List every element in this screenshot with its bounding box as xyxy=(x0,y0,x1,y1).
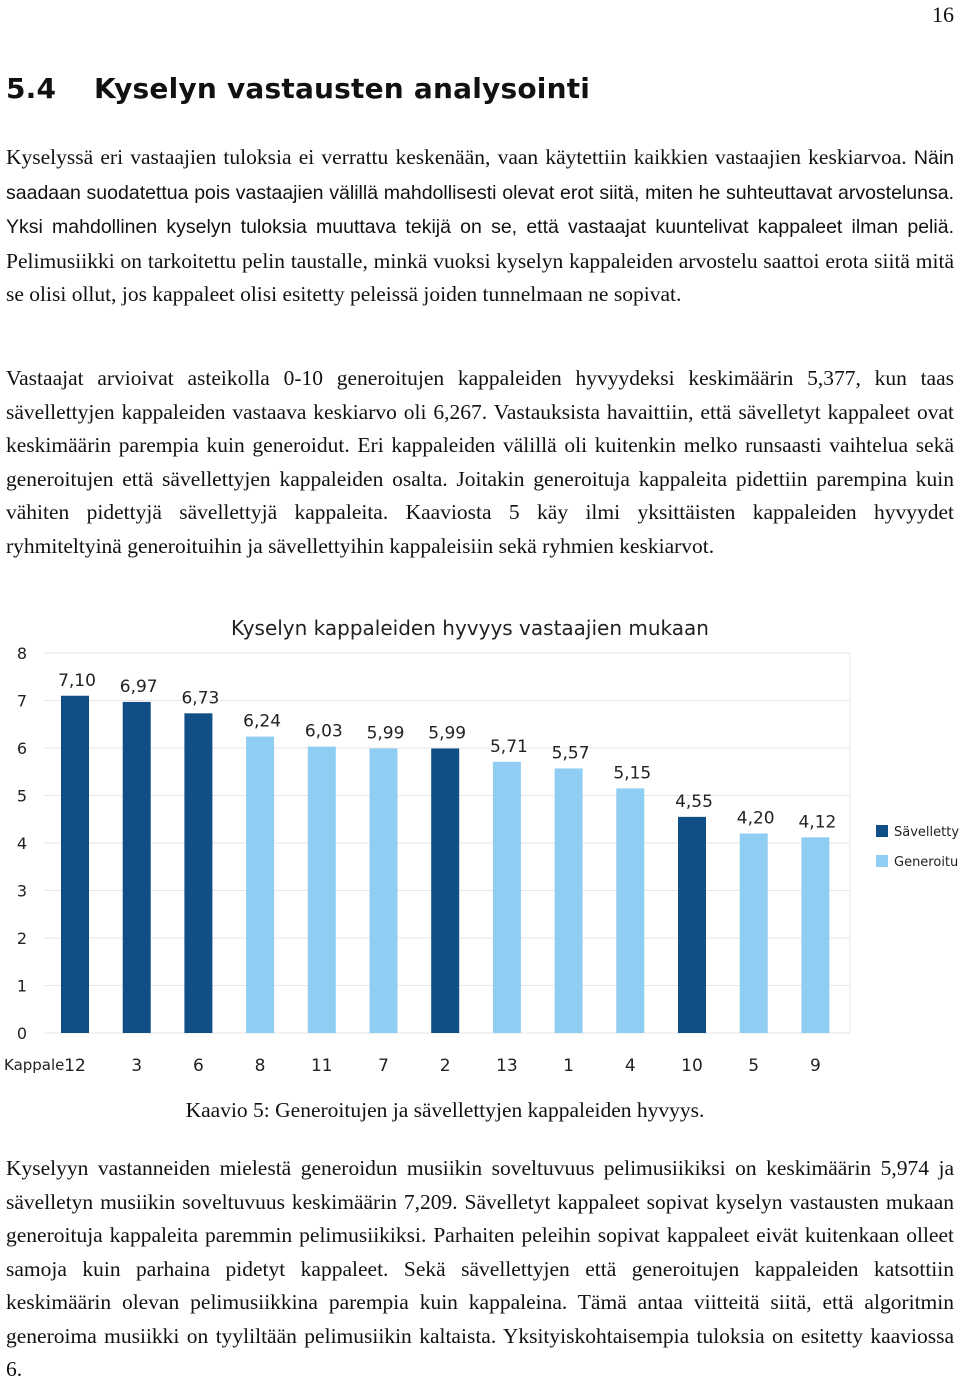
y-tick-label: 6 xyxy=(16,739,28,758)
section-heading xyxy=(6,72,590,105)
bar-chart xyxy=(0,605,960,1095)
bar-value-label: 4,55 xyxy=(675,791,713,812)
x-tick-label: 2 xyxy=(439,1056,451,1076)
bar-kappale-13 xyxy=(493,762,521,1033)
x-tick-label: 9 xyxy=(809,1056,821,1076)
bar-kappale-12 xyxy=(61,696,89,1033)
bar-kappale-8 xyxy=(246,737,274,1033)
y-tick-label: 7 xyxy=(16,691,28,711)
chart-title: Kyselyn kappaleiden hyvyys vastaajien mukaan xyxy=(231,616,709,640)
chart-bars xyxy=(61,696,829,1033)
y-tick-label: 4 xyxy=(16,834,28,853)
x-axis-label: Kappale xyxy=(4,1056,65,1074)
bar-value-label: 5,99 xyxy=(428,723,467,744)
x-tick-label: 6 xyxy=(192,1056,204,1076)
x-tick-label: 1 xyxy=(563,1056,575,1076)
bar-value-label: 5,57 xyxy=(551,743,590,764)
bar-kappale-10 xyxy=(678,817,706,1033)
bar-value-label: 5,15 xyxy=(613,763,652,784)
bar-value-label: 4,12 xyxy=(798,812,837,833)
bar-kappale-2 xyxy=(431,748,459,1033)
bar-value-label: 6,24 xyxy=(243,711,282,732)
page-number: 16 xyxy=(932,2,954,27)
bar-kappale-4 xyxy=(616,788,644,1033)
legend-swatch xyxy=(876,825,888,837)
x-tick-label: 8 xyxy=(254,1056,266,1076)
chart-x-axis xyxy=(64,1056,821,1076)
bar-value-label: 6,03 xyxy=(304,721,343,742)
paragraph-2: Vastaajat arvioivat asteikolla 0-10 generoitujen kappaleiden hyvyydeksi keskimäärin 5,377, kun taas sävellettyjen kappaleiden vastaava keskiarvo oli 6,267. Vastauksista havaittiin, että sävelletyt kappaleet ovat keskimäärin parempia kuin generoidut. Eri kappaleiden välillä oli kuitenkin melko runsaasti vaihtelua sekä generoitujen että sävellettyjen kappaleiden osalta. Joitakin generoituja kappaleita pidettiin parempina kuin vähiten pidettyjä sävellettyjä kappaleita. Kaaviosta 5 käy ilmi yksittäisten kappaleiden hyvyydet ryhmiteltyinä generoituihin ja sävellettyihin kappaleisiin sekä ryhmien keskiarvot. xyxy=(6,366,954,558)
chart-y-axis xyxy=(17,644,27,1043)
bar-kappale-5 xyxy=(740,834,768,1034)
paragraph-3: Kyselyyn vastanneiden mielestä generoidun musiikin soveltuvuus pelimusiikiksi on keskimäärin 5,974 ja sävelletyn musiikin soveltuvuus keskimäärin 7,209. Sävelletyt kappaleet sopivat kyselyn vastausten mukaan generoituja kappaleita paremmin pelimusiikiksi. Parhaiten peleihin sopivat kappaleet eivät kuitenkaan olleet samoja kuin parhaina pidetyt kappaleet. Sekä sävellettyjen että generoitujen kappaleiden katsottiin keskimäärin olevan pelimusiikkina parempia kuin kappaleina. Tämä antaa viitteitä siitä, että algoritmin generoima musiikki on tyyliltään pelimusiikin kaltaista. Yksityiskohtaisempia tuloksia on esitetty kaaviossa 6. xyxy=(6,1156,954,1381)
bar-value-label: 6,73 xyxy=(181,688,220,709)
x-tick-label: 7 xyxy=(378,1056,389,1076)
legend-label: Sävelletty xyxy=(894,825,960,840)
bar-value-label: 7,10 xyxy=(58,670,96,691)
x-tick-label: 10 xyxy=(681,1056,703,1076)
bar-value-label: 6,97 xyxy=(119,676,158,697)
figure-caption: Kaavio 5: Generoitujen ja sävellettyjen kappaleiden hyvyys. xyxy=(185,1098,705,1122)
x-tick-label: 11 xyxy=(310,1056,333,1076)
x-tick-label: 13 xyxy=(496,1056,518,1076)
y-tick-label: 5 xyxy=(16,786,28,806)
x-tick-label: 4 xyxy=(624,1056,636,1076)
section-title: Kyselyn vastausten analysointi xyxy=(94,72,591,105)
y-tick-label: 3 xyxy=(16,881,28,901)
y-tick-label: 1 xyxy=(16,976,28,996)
bar-kappale-7 xyxy=(370,748,398,1033)
bar-kappale-3 xyxy=(123,702,151,1033)
paragraph-1 xyxy=(6,141,954,312)
bar-value-label: 5,71 xyxy=(489,736,528,757)
bar-value-label: 5,99 xyxy=(366,723,405,744)
legend-swatch xyxy=(876,855,888,867)
paragraph-1-part-c: Pelimusiikki on tarkoitettu pelin taustalle, minkä vuoksi kyselyn kappaleiden arvostelu saattoi erota siitä mitä se olisi ollut, jos kappaleet olisi esitetty peleissä joiden tunnelmaan ne sopivat. xyxy=(6,248,954,306)
bar-value-label: 4,20 xyxy=(736,808,775,829)
legend-label: Generoitu xyxy=(894,855,959,870)
x-tick-label: 5 xyxy=(748,1056,760,1076)
bar-kappale-1 xyxy=(555,768,583,1033)
section-number: 5.4 xyxy=(6,72,57,105)
bar-kappale-9 xyxy=(801,837,829,1033)
bar-kappale-11 xyxy=(308,747,336,1033)
paragraph-1-part-b: Näin saadaan suodatettua pois vastaajien välillä mahdollisesti olevat erot siitä, miten he suhteuttavat arvostelunsa. Yksi mahdollinen kyselyn tuloksia muuttava tekijä on se, että vastaajat kuuntelivat kappaleet ilman peliä. xyxy=(6,147,954,238)
y-tick-label: 8 xyxy=(16,644,28,663)
paragraph-1-part-a: Kyselyssä eri vastaajien tuloksia ei verrattu keskenään, vaan käytettiin kaikkien vastaajien keskiarvoa. xyxy=(6,145,914,169)
x-tick-label: 12 xyxy=(64,1056,86,1076)
y-tick-label: 0 xyxy=(16,1024,28,1043)
bar-kappale-6 xyxy=(184,713,212,1033)
bar-chart-figure xyxy=(0,605,960,1095)
chart-legend xyxy=(876,825,959,870)
y-tick-label: 2 xyxy=(16,929,28,948)
x-tick-label: 3 xyxy=(131,1056,143,1076)
